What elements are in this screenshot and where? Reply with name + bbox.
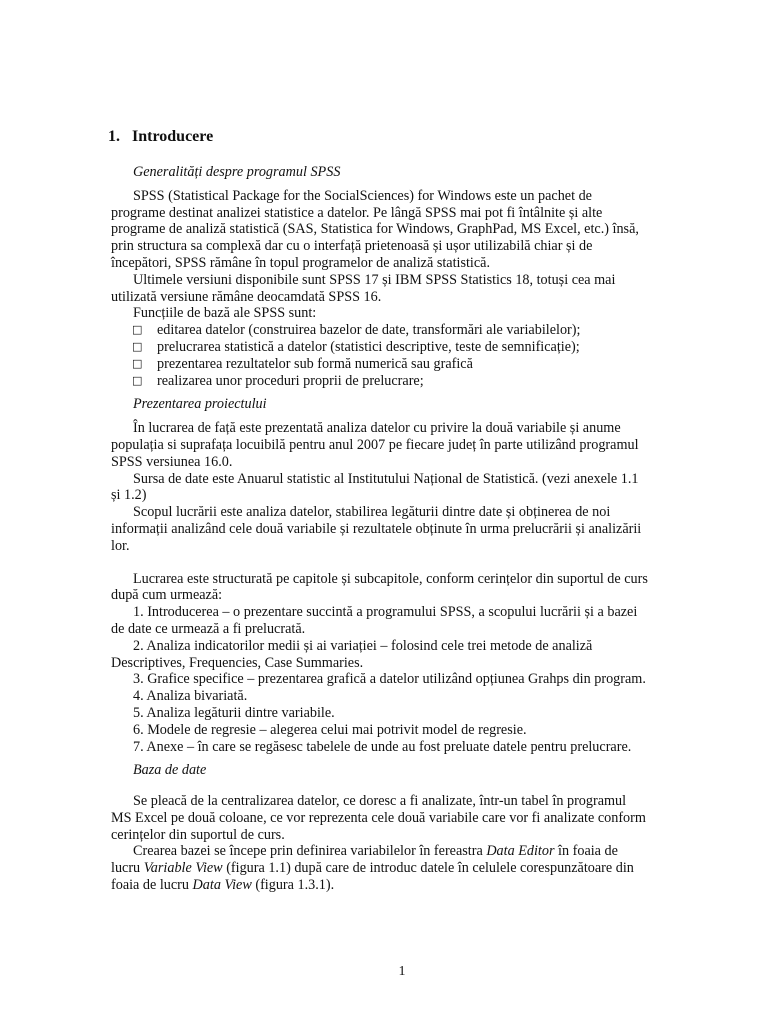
paragraph-project-3	[111, 504, 683, 554]
text-line: informații analizând cele două variabile și rezultatele obținute în urma prelucrării și analizării	[111, 520, 642, 537]
paragraph-intro	[111, 188, 683, 272]
text-line: În lucrarea de față este prezentată analiza datelor cu privire la două variabile și anume	[133, 420, 621, 437]
list-item-text: prelucrarea statistică a datelor (statistici descriptive, teste de semnificație);	[157, 338, 580, 355]
text-line: utilizată versiune rămâne deocamdată SPSS 16.	[111, 288, 382, 305]
text-line: și 1.2)	[111, 487, 147, 504]
list-item	[111, 339, 683, 356]
page-number: 1	[398, 964, 406, 979]
term-data-editor: Data Editor	[486, 843, 555, 860]
section-subtitle-project: Prezentarea proiectului	[133, 396, 267, 413]
bullet-icon: □	[132, 323, 143, 337]
list-item	[111, 373, 683, 390]
list-item-text: editarea datelor (construirea bazelor de date, transformări ale variabilelor);	[157, 322, 581, 339]
paragraph-database-2	[111, 843, 683, 893]
text-line	[111, 843, 683, 860]
list-item: de date ce urmează a fi prelucrată.	[111, 620, 306, 637]
list-item: 7. Anexe – în care se regăsesc tabelele de unde au fost preluate datele pentru prelucrare.	[133, 738, 632, 755]
chapter-heading	[108, 127, 683, 147]
list-item-text: realizarea unor proceduri proprii de prelucrare;	[157, 372, 424, 389]
text-run: Crearea bazei se începe prin definirea variabilelor în fereastra	[133, 843, 487, 860]
text-run: (figura 1.3.1).	[251, 877, 335, 894]
text-run: lucru	[111, 860, 144, 877]
text-line: programe de analiză statistică (SAS, Statistica for Windows, GraphPad, MS Excel, etc.) însă,	[111, 221, 639, 238]
text-line: Lucrarea este structurată pe capitole și subcapitole, conform cerințelor din suportul de curs	[133, 570, 648, 587]
section-subtitle-database: Baza de date	[133, 762, 207, 779]
chapter-title: Introducere	[132, 128, 214, 145]
text-line: după cum urmează:	[111, 587, 223, 604]
list-item	[111, 356, 683, 373]
list-item: 3. Grafice specifice – prezentarea grafică a datelor utilizând opțiunea Grahps din program.	[133, 671, 646, 688]
list-item: Descriptives, Frequencies, Case Summaries.	[111, 654, 364, 671]
text-line: Scopul lucrării este analiza datelor, stabilirea legăturii dintre date și obținerea de noi	[133, 504, 611, 521]
chapters-list	[111, 604, 683, 755]
section-subtitle-general: Generalități despre programul SPSS	[133, 164, 341, 180]
paragraph-versions	[111, 272, 683, 306]
text-line: lor.	[111, 537, 130, 554]
text-line: populația si suprafața locuibilă pentru anul 2007 pe fiecare județ în parte utilizând programul	[111, 436, 639, 453]
list-item: 1. Introducerea – o prezentare succintă a programului SPSS, a scopului lucrării și a bazei	[133, 604, 638, 621]
chapter-number: 1.	[108, 128, 120, 145]
bullet-icon: □	[132, 373, 143, 387]
text-line	[111, 860, 683, 877]
list-item	[111, 322, 683, 339]
text-line: SPSS (Statistical Package for the SocialSciences) for Windows este un pachet de	[133, 187, 592, 204]
term-variable-view: Variable View	[143, 860, 223, 877]
list-item: 4. Analiza bivariată.	[133, 688, 248, 705]
text-line: Sursa de date este Anuarul statistic al Institutului Național de Statistică. (vezi anexele 1.1	[133, 470, 639, 487]
functions-intro: Funcțiile de bază ale SPSS sunt:	[133, 305, 317, 322]
page-content	[108, 127, 683, 894]
text-line: Ultimele versiuni disponibile sunt SPSS 17 și IBM SPSS Statistics 18, totuși cea mai	[133, 271, 616, 288]
list-item: 5. Analiza legăturii dintre variabile.	[133, 704, 335, 721]
text-line: cerințelor din suportul de curs.	[111, 826, 285, 843]
paragraph-structure	[111, 571, 683, 605]
functions-list	[111, 322, 683, 389]
text-run: (figura 1.1) după care de introduc datele în celulele corespunzătoare din	[222, 860, 634, 877]
text-line	[111, 877, 683, 894]
text-run: în foaia de	[554, 843, 618, 860]
bullet-icon: □	[132, 356, 143, 370]
paragraph-project-2	[111, 471, 683, 505]
paragraph-database-1	[111, 793, 683, 843]
text-line: începători, SPSS rămâne în topul programelor de analiză statistică.	[111, 254, 491, 271]
text-line: programe destinat analizei statistice a datelor. Pe lângă SPSS mai pot fi întâlnite și alte	[111, 204, 603, 221]
list-item-text: prezentarea rezultatelor sub formă numerică sau grafică	[157, 355, 473, 372]
term-data-view: Data View	[192, 877, 252, 894]
text-line: SPSS versiunea 16.0.	[111, 453, 233, 470]
text-line: prin structura sa complexă dar cu o interfață prietenoasă și ușor utilizabilă chiar și de	[111, 238, 593, 255]
list-item: 6. Modele de regresie – alegerea celui mai potrivit model de regresie.	[133, 721, 527, 738]
bullet-icon: □	[132, 339, 143, 353]
list-item: 2. Analiza indicatorilor medii și ai variației – folosind cele trei metode de analiză	[133, 637, 593, 654]
text-line: MS Excel pe două coloane, ce vor reprezenta cele două variabile care vor fi analizate conform	[111, 809, 646, 826]
text-run: foaia de lucru	[111, 877, 193, 894]
text-line: Se pleacă de la centralizarea datelor, ce doresc a fi analizate, într-un tabel în programul	[133, 793, 627, 810]
paragraph-project-1	[111, 420, 683, 470]
